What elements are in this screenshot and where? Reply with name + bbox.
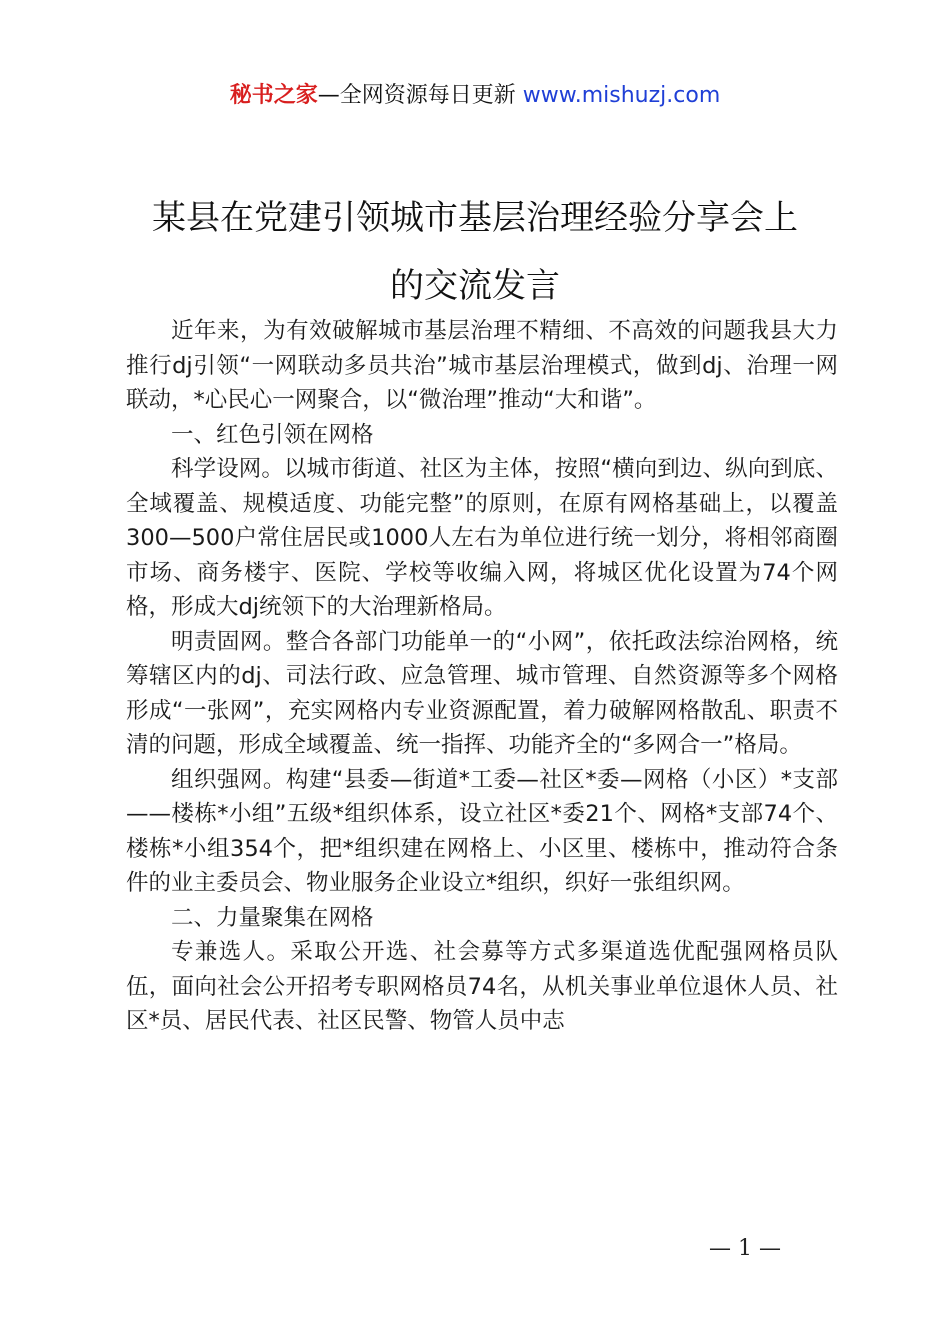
- section-heading-2: 二、力量聚集在网格: [171, 904, 374, 931]
- site-url-link[interactable]: www.mishuzj.com: [522, 83, 721, 108]
- site-header: [0, 80, 950, 112]
- paragraph-grid-responsibility: 明责固网。整合各部门功能单一的“小网”，依托政法综治网格，统筹辖区内的dj、司法行政、应急管理、城市管理、自然资源等多个网格形成“一张网”，充实网格内专业资源配置，着力破解网格散乱、职责不清的问题，形成全域覆盖、统一指挥、功能齐全的“多网合一”格局。: [126, 628, 838, 758]
- paragraph-grid-organization: 组织强网。构建“县委—街道*工委—社区*委—网格（小区）*支部——楼栋*小组”五级*组织体系，设立社区*委21个、网格*支部74个、楼栋*小组354个，把*组织建在网格上、小区里、楼栋中，推动符合条件的业主委员会、物业服务企业设立*组织，织好一张组织网。: [126, 766, 838, 896]
- page-number: — 1 —: [709, 1236, 781, 1261]
- paragraph-staff-selection: 专兼选人。采取公开选、社会募等方式多渠道选优配强网格员队伍，面向社会公开招考专职网格员74名，从机关事业单位退休人员、社区*员、居民代表、社区民警、物管人员中志: [126, 939, 838, 1034]
- header-tagline: —全网资源每日更新: [317, 83, 523, 108]
- paragraph-grid-setup: 科学设网。以城市街道、社区为主体，按照“横向到边、纵向到底、全域覆盖、规模适度、功能完整”的原则，在原有网格基础上，以覆盖300—500户常住居民或1000人左右为单位进行统一划分，将相邻商圈市场、商务楼宇、医院、学校等收编入网，将城区优化设置为74个网格，形成大dj统领下的大治理新格局。: [126, 456, 838, 620]
- brand-name: 秘书之家: [229, 83, 318, 108]
- section-heading-1: 一、红色引领在网格: [171, 421, 374, 448]
- document-title-line-1: 某县在党建引领城市基层治理经验分享会上: [152, 198, 798, 238]
- paragraph-intro: 近年来，为有效破解城市基层治理不精细、不高效的问题我县大力推行dj引领“一网联动多员共治”城市基层治理模式，做到dj、治理一网联动，*心民心一网聚合，以“微治理”推动“大和谐”。: [126, 318, 838, 413]
- document-body: [126, 314, 838, 1039]
- document-title-line-2: 的交流发言: [390, 266, 560, 306]
